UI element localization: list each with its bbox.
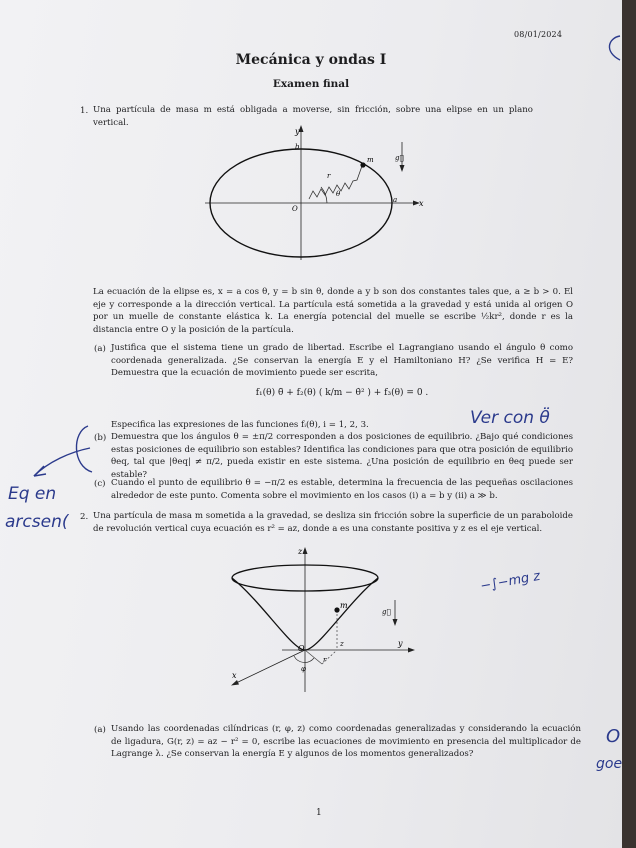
handwritten-note-ver: Ver con θ̈ (470, 408, 550, 428)
problem-2-statement: Una partícula de masa m sometida a la gravedad, se desliza sin fricción sobre la superficie de un paraboloide de revolución vertical cuya ecuación es r² = az, donde a es una constante positiva y z es el eje vertical. (93, 511, 573, 534)
exam-date: 08/01/2024 (514, 30, 563, 39)
exam-title: Mecánica y ondas I (235, 52, 387, 68)
problem-1b-label: (b) (94, 433, 107, 443)
handwritten-note-margin-2: goe (596, 756, 622, 772)
paraboloid-z-axis-label: z (298, 547, 303, 556)
paraboloid-origin-label: O (298, 644, 305, 653)
handwritten-arrow (34, 448, 90, 476)
problem-2-number: 2. (80, 512, 89, 522)
problem-1a-text: Justifica que el sistema tiene un grado de libertad. Escribe el Lagrangiano usando el ángulo θ como coordenada generalizada. ¿Se conservan la energía E y el Hamiltoniano H? ¿Se verifica H = E? Demuestra que la ecuación de movimiento puede ser escrita, (111, 343, 573, 379)
problem-1c-text: Cuando el punto de equilibrio θ = −π/2 es estable, determina la frecuencia de las pequeñas oscilaciones alrededor de este punto. Comenta sobre el movimiento en los casos (i) a = b y (ii) a ≫ b. (111, 478, 573, 501)
problem-1-statement: Una partícula de masa m está obligada a moverse, sin fricción, sobre una elipse en un plano vertical. (93, 105, 533, 128)
handwritten-note-eq-1: Eq en (8, 484, 57, 504)
paraboloid-gravity-label: g⃗ (382, 608, 391, 616)
problem-2a-label: (a) (94, 725, 106, 735)
handwritten-note-eq-2: arcsen( (5, 512, 69, 532)
problem-1c-label: (c) (94, 479, 106, 489)
paraboloid-y-label: y (398, 639, 403, 648)
problem-1-description: La ecuación de la elipse es, x = a cos θ, y = b sin θ, donde a y b son dos constantes tales que, a ≥ b > 0. El eje y corresponde a la dirección vertical. La partícula está sometida a la gravedad y está unida al origen O por un muelle de constante elástica k. La energía potencial del muelle se escribe ½kr², donde r es la distancia entre O y la posición de la partícula. (93, 287, 573, 335)
ellipse-r-label: r (327, 172, 331, 180)
problem-1b-text: Demuestra que los ángulos θ = ±π/2 corresponden a dos posiciones de equilibrio. ¿Bajo qué condiciones estas posiciones de equilibrio son estables? Identifica las condiciones para que otra posición de equilibrio θeq, tal que |θeq| ≠ π/2, pueda existir en este sistema. ¿Una posición de equilibrio en θeq puede ser estable? (111, 432, 573, 480)
exam-subtitle: Examen final (272, 78, 350, 90)
paraboloid-phi-label: φ (301, 665, 306, 673)
problem-1a-label: (a) (94, 344, 106, 354)
handwritten-note-integral: −∫−mg z (479, 568, 542, 595)
paraboloid-x-label: x (232, 671, 237, 680)
ellipse-mass-label: m (367, 156, 374, 164)
ellipse-theta-label: θ (336, 190, 341, 198)
problem-1-number: 1. (80, 106, 89, 116)
paraboloid-z-label: z (340, 640, 344, 648)
problem-2a-text: Usando las coordenadas cilíndricas (r, φ, z) como coordenadas generalizadas y considerando la ecuación de ligadura, G(r, z) = az − r² = 0, escribe las ecuaciones de movimiento en presencia del multiplicador de Lagrange λ. ¿Se conservan la energía E y algunos de los momentos generalizados? (111, 724, 581, 760)
page-number: 1 (316, 808, 322, 818)
ellipse-gravity-label: g⃗ (395, 154, 404, 162)
ellipse-b-label: b (295, 143, 300, 151)
paraboloid-mass-label: m (340, 601, 348, 610)
ellipse-x-label: x (419, 199, 424, 208)
handwritten-margin-curve (609, 36, 620, 60)
problem-1a-after: Especifica las expresiones de las funciones fᵢ(θ), i = 1, 2, 3. (111, 420, 369, 430)
ellipse-y-label: y (295, 127, 300, 136)
handwritten-note-margin-1: O (606, 726, 621, 747)
problem-1-equation: f₁(θ) θ̈ + f₂(θ) ( k/m − θ̇² ) + f₃(θ) = 0 . (255, 388, 429, 398)
ellipse-a-label: a (393, 196, 398, 204)
paraboloid-r-label: r (323, 656, 327, 664)
ellipse-origin-label: O (292, 205, 298, 213)
